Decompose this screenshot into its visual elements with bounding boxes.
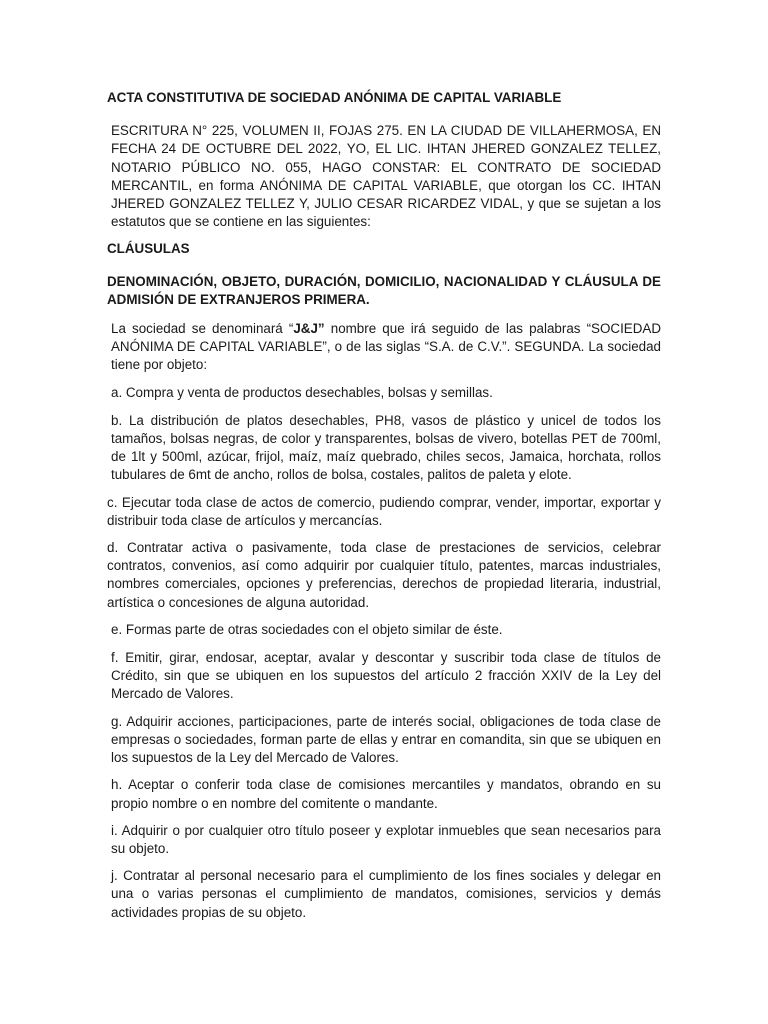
list-item-g: g. Adquirir acciones, participaciones, parte de interés social, obligaciones de toda clase de empresas o sociedades, forman parte de ellas y entrar en comandita, sin que se ubiquen en los supuestos de la Ley del Mercado de Valores. <box>111 713 661 766</box>
clausulas-heading: CLÁUSULAS <box>107 241 190 257</box>
list-item-i: i. Adquirir o por cualquier otro título poseer y explotar inmuebles que sean necesarios para su objeto. <box>111 822 661 856</box>
list-item-e: e. Formas parte de otras sociedades con el objeto similar de éste. <box>111 621 503 637</box>
section-heading: DENOMINACIÓN, OBJETO, DURACIÓN, DOMICILIO, NACIONALIDAD Y CLÁUSULA DE ADMISIÓN DE EXTRANJEROS PRIMERA. <box>107 273 661 307</box>
list-item-j: j. Contratar al personal necesario para el cumplimiento de los fines sociales y delegar en una o varias personas el cumplimiento de mandatos, comisiones, servicios y demás actividades propias de su objeto. <box>111 868 661 920</box>
list-item-f: f. Emitir, girar, endosar, aceptar, avalar y descontar y suscribir toda clase de títulos de Crédito, sin que se ubiquen en los supuestos del artículo 2 fracción XXIV de la Ley del Mercado de Valores. <box>111 650 661 702</box>
list-item-d: d. Contratar activa o pasivamente, toda clase de prestaciones de servicios, celebrar contratos, convenios, así como adquirir por cualquier título, patentes, marcas industriales, nombres comerciales, opciones y preferencias, derechos de propiedad literaria, industrial, artística o concesiones de alguna autoridad. <box>107 540 661 610</box>
company-name: J&J” <box>293 321 325 337</box>
list-item-a: a. Compra y venta de productos desechables, bolsas y semillas. <box>111 384 493 400</box>
denominacion-post: nombre que irá seguido de las palabras “SOCIEDAD ANÓNIMA DE CAPITAL VARIABLE”, o de las siglas “S.A. de C.V.”. SEGUNDA. La sociedad tiene por objeto: <box>111 321 662 373</box>
list-item-h: h. Aceptar o conferir toda clase de comisiones mercantiles y mandatos, obrando en su propio nombre o en nombre del comitente o mandante. <box>111 777 661 811</box>
list-item-c: c. Ejecutar toda clase de actos de comercio, pudiendo comprar, vender, importar, exportar y distribuir toda clase de artículos y mercancías. <box>107 494 661 528</box>
list-item-b: b. La distribución de platos desechables, PH8, vasos de plástico y unicel de todos los tamaños, bolsas negras, de color y transparentes, bolsas de vivero, botellas PET de 700ml, de 1lt y 500ml, azúcar, frijol, maíz, maíz quebrado, chiles secos, Jamaica, horchata, rollos tubulares de 6mt de ancho, rollos de bolsa, costales, palitos de paleta y elote. <box>111 412 661 483</box>
intro-paragraph: ESCRITURA N° 225, VOLUMEN II, FOJAS 275. EN LA CIUDAD DE VILLAHERMOSA, EN FECHA 24 DE OCTUBRE DEL 2022, YO, EL LIC. IHTAN JHERED GONZALEZ TELLEZ, NOTARIO PÚBLICO NO. 055, HAGO CONSTAR: EL CONTRATO DE SOCIEDAD MERCANTIL, en forma ANÓNIMA DE CAPITAL VARIABLE, que otorgan los CC. IHTAN JHERED GONZALEZ TELLEZ Y, JULIO CESAR RICARDEZ VIDAL, y que se sujetan a los estatutos que se contiene en las siguientes: <box>111 123 661 230</box>
denominacion-paragraph <box>107 320 661 375</box>
document-page <box>107 89 661 931</box>
denominacion-pre: La sociedad se denominará “ <box>111 321 294 337</box>
document-title: ACTA CONSTITUTIVA DE SOCIEDAD ANÓNIMA DE CAPITAL VARIABLE <box>107 90 562 105</box>
